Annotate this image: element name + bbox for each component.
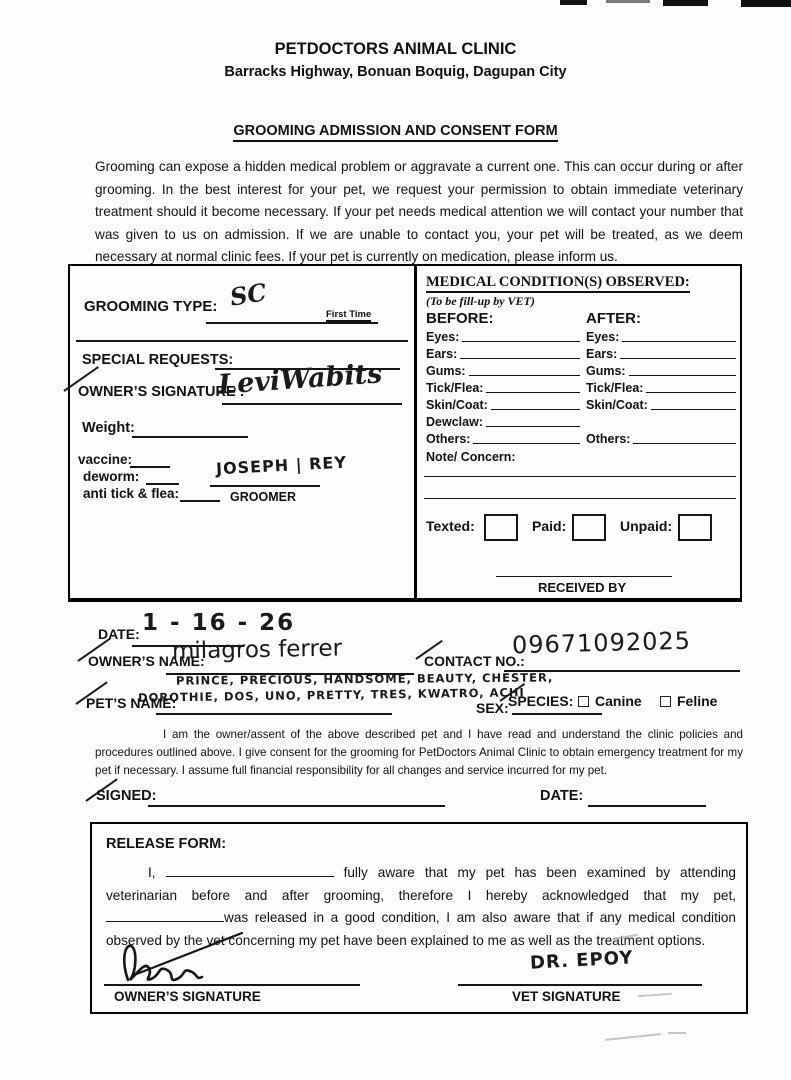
- anti-tick-flea-label: anti tick & flea:: [83, 486, 180, 501]
- texted-label: Texted:: [426, 518, 475, 534]
- before-tickflea-label: Tick/Flea:: [426, 381, 484, 395]
- intro-paragraph: Grooming can expose a hidden medical problem or aggravate a current one. This can occur during or after grooming. In the best interest for your pet, we request your permission to obtain immediate veterinary treatment should it become necessary. If your pet needs medical attention we will contact your number that was given to us on admission. If we are unable to contact you, your pet will be treated, as we deem necessary at normal clinic fees. If your pet is currently on medication, please inform us.: [95, 159, 743, 264]
- release-form-title: RELEASE FORM:: [106, 836, 227, 852]
- owners-name-value: milagros ferrer: [171, 635, 343, 665]
- sex-label: SEX:: [476, 700, 509, 716]
- box-divider: [414, 266, 417, 598]
- consent-paragraph: I am the owner/assent of the above described pet and I have read and understand the clinic policies and procedures outlined above. I give consent for the grooming for PetDoctors Animal Clinic to obtain emergency treatment for my pet if necessary. I assume full financial responsibility for all changes and service incurred for my pet.: [95, 728, 743, 777]
- species-option-feline: [660, 693, 717, 709]
- dewclaw-line: [486, 415, 580, 427]
- vaccine-line: [130, 466, 170, 468]
- release-para-tail: was released in a good condition, I am also aware that if any medical condition observed by the vet concerning my pet have been explained to me as well as the treatment options.: [106, 910, 736, 948]
- unpaid-label: Unpaid:: [620, 518, 673, 534]
- before-ears-line: [460, 347, 580, 359]
- after-tickflea-label: Tick/Flea:: [586, 381, 644, 395]
- medical-row-tickflea: [426, 381, 736, 395]
- feline-label: Feline: [677, 693, 718, 709]
- admission-box: [68, 264, 742, 602]
- vet-signature-value: DR. EPOY: [529, 947, 634, 974]
- clinic-name: PETDOCTORS ANIMAL CLINIC: [274, 40, 517, 58]
- after-tickflea-line: [646, 381, 736, 393]
- owners-signature-value: LeviWabits: [217, 358, 384, 401]
- owners-signature-label: OWNER’S SIGNATURE :: [78, 384, 245, 400]
- before-eyes-label: Eyes:: [426, 330, 460, 344]
- date2-line: [588, 805, 706, 807]
- date2-label: DATE:: [540, 788, 584, 804]
- unpaid-checkbox: [678, 514, 712, 541]
- pets-name-value-line2: DOROTHIE, DOS, UNO, PRETTY, TRES, KWATRO, ACHI: [137, 685, 525, 705]
- medical-cell: [420, 270, 738, 596]
- medical-row-skincoat: [426, 398, 736, 412]
- after-eyes-label: Eyes:: [586, 330, 620, 344]
- after-label: AFTER:: [586, 310, 641, 327]
- vaccine-label: vaccine:: [78, 452, 133, 467]
- before-others-line: [473, 432, 580, 444]
- first-time-label: First Time: [326, 309, 372, 320]
- received-by-label: RECEIVED BY: [538, 580, 627, 595]
- date-label: DATE:: [98, 626, 140, 642]
- after-others-line: [633, 432, 736, 444]
- form-title-wrap: [0, 122, 791, 140]
- note-line-2: [424, 498, 736, 499]
- medical-row-eyes: [426, 330, 736, 344]
- medical-row-ears: [426, 347, 736, 361]
- signed-label: SIGNED:: [96, 788, 157, 804]
- contact-no-value: 09671092025: [511, 626, 692, 660]
- owner-signature-label: OWNER’S SIGNATURE: [114, 989, 261, 1004]
- note-concern-label: Note/ Concern:: [426, 450, 516, 464]
- medical-title: MEDICAL CONDITION(S) OBSERVED:: [426, 274, 690, 293]
- medical-row-others: [426, 432, 736, 446]
- owner-signature-scribble: [110, 928, 280, 990]
- after-others-label: Others:: [586, 432, 631, 446]
- before-label: BEFORE:: [426, 310, 494, 327]
- pencil-smudge: [668, 1032, 686, 1034]
- medical-row-gums: [426, 364, 736, 378]
- paid-checkbox: [572, 514, 606, 541]
- deworm-line: [146, 483, 179, 485]
- owners-name-label: OWNER’S NAME:: [88, 653, 205, 669]
- grooming-type-label: GROOMING TYPE:: [84, 298, 218, 315]
- deworm-label: deworm:: [83, 469, 140, 484]
- clinic-address: Barracks Highway, Bonuan Boquig, Dagupan City: [224, 64, 567, 80]
- before-gums-label: Gums:: [426, 364, 466, 378]
- release-para-lead: I,: [148, 865, 156, 880]
- weight-label: Weight:: [82, 420, 135, 436]
- species-option-canine: [578, 693, 642, 709]
- before-skincoat-label: Skin/Coat:: [426, 398, 488, 412]
- weight-line: [132, 436, 248, 438]
- pets-name-label: PET’S NAME:: [86, 695, 177, 711]
- before-skincoat-line: [491, 398, 580, 410]
- groomer-signature: JOSEPH | REY: [215, 452, 348, 479]
- anti-tick-flea-line: [180, 500, 220, 502]
- canine-checkbox: [578, 696, 589, 707]
- form-title: GROOMING ADMISSION AND CONSENT FORM: [233, 123, 557, 142]
- after-ears-line: [620, 347, 736, 359]
- after-skincoat-label: Skin/Coat:: [586, 398, 648, 412]
- after-gums-label: Gums:: [586, 364, 626, 378]
- pencil-smudge: [638, 993, 672, 997]
- after-gums-line: [629, 364, 736, 376]
- feline-checkbox: [660, 696, 671, 707]
- scan-artifact: [606, 0, 650, 3]
- release-pet-blank: [106, 907, 224, 922]
- pencil-smudge: [605, 1033, 661, 1041]
- scan-artifact: [560, 0, 587, 5]
- release-name-blank: [166, 862, 334, 877]
- release-para-mid: fully aware that my pet has been examined by attending veterinarian before and after grooming, therefore I hereby acknowledged that my pet,: [106, 865, 736, 903]
- species-label: SPECIES:: [508, 693, 574, 709]
- grooming-type-line: [206, 322, 378, 324]
- canine-label: Canine: [595, 693, 642, 709]
- grooming-type-value: SC: [227, 277, 269, 312]
- contact-no-label: CONTACT NO.:: [424, 653, 525, 669]
- paid-label: Paid:: [532, 518, 567, 534]
- date-value: 1 - 16 - 26: [142, 610, 296, 636]
- groomer-label: GROOMER: [230, 490, 296, 504]
- vet-signature-label: VET SIGNATURE: [512, 989, 621, 1004]
- release-form-box: [90, 822, 748, 1014]
- left-cell-divider-line: [76, 340, 408, 342]
- before-tickflea-line: [486, 381, 580, 393]
- owner-signature-line: [104, 984, 360, 986]
- after-ears-label: Ears:: [586, 347, 618, 361]
- before-gums-line: [469, 364, 580, 376]
- dewclaw-label: Dewclaw:: [426, 415, 483, 429]
- received-by-line: [496, 576, 672, 577]
- after-skincoat-line: [651, 398, 736, 410]
- sex-line: [512, 713, 602, 715]
- before-others-label: Others:: [426, 432, 471, 446]
- scan-artifact: [741, 0, 791, 7]
- scan-artifact: [663, 0, 708, 6]
- medical-subtitle: (To be fill-up by VET): [426, 294, 535, 308]
- before-eyes-line: [462, 330, 580, 342]
- special-requests-label: SPECIAL REQUESTS:: [82, 352, 234, 368]
- signed-line: [148, 805, 445, 807]
- pets-name-line: [156, 713, 392, 715]
- before-ears-label: Ears:: [426, 347, 458, 361]
- groomer-line: [210, 485, 320, 487]
- after-eyes-line: [622, 330, 736, 342]
- owners-signature-line: [222, 403, 402, 405]
- vet-signature-line: [458, 984, 702, 986]
- note-line-1: [424, 476, 736, 477]
- pets-name-value-line1: PRINCE, PRECIOUS, HANDSOME, BEAUTY, CHESTER,: [175, 670, 554, 688]
- medical-row-dewclaw: [426, 415, 736, 429]
- texted-checkbox: [484, 514, 518, 541]
